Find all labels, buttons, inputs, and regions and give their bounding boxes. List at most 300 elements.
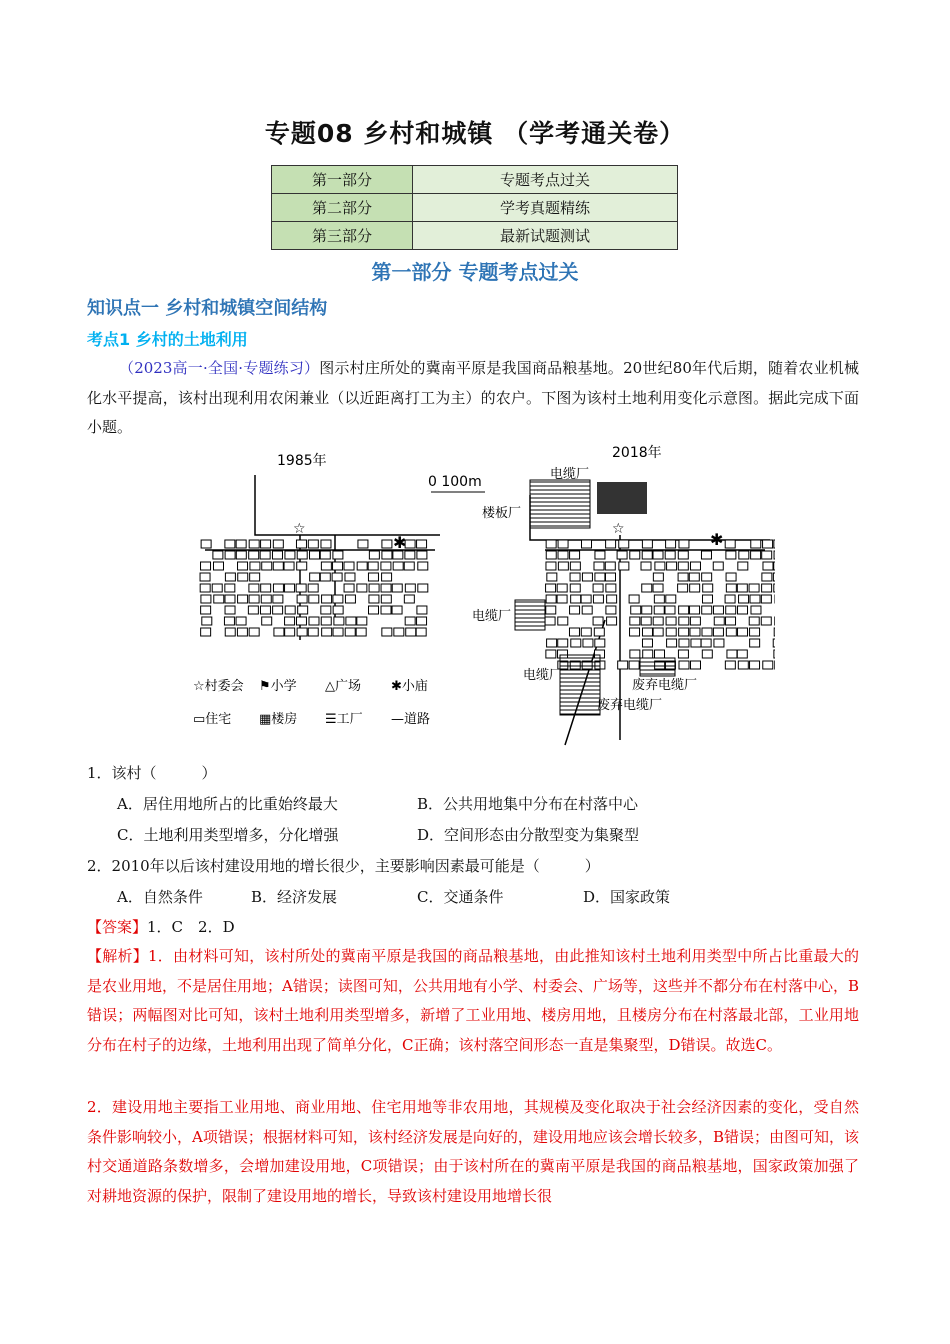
house [309, 617, 319, 625]
house [750, 595, 760, 603]
house [714, 639, 724, 647]
house [381, 584, 391, 592]
house [261, 584, 271, 592]
house [642, 540, 652, 548]
house [393, 551, 403, 559]
year-1985-label: 1985年 [277, 453, 327, 469]
house [321, 562, 331, 570]
house [332, 573, 342, 581]
house [236, 540, 246, 548]
house [382, 573, 392, 581]
house [690, 606, 700, 614]
house [595, 551, 605, 559]
house [751, 540, 761, 548]
house [570, 584, 580, 592]
house [369, 551, 379, 559]
house [595, 639, 605, 647]
house [774, 650, 775, 658]
house [678, 573, 688, 581]
house [272, 551, 282, 559]
question-stem: 2．2010年以后该村建设用地的增长很少，主要影响因素最可能是（ ） [87, 857, 600, 875]
house [570, 606, 580, 614]
house [641, 617, 651, 625]
house [558, 562, 568, 570]
knowledge-point-heading: 知识点一 乡村和城镇空间结构 [87, 298, 328, 319]
house [761, 595, 771, 603]
house [630, 628, 640, 636]
house [571, 639, 581, 647]
temple-icon: ✱ [393, 533, 407, 552]
house [369, 606, 379, 614]
legend-item: ☰工厂 [325, 712, 363, 727]
house [630, 650, 640, 658]
house [382, 540, 392, 548]
legend-item: △广场 [325, 679, 361, 694]
house [547, 573, 557, 581]
house [344, 584, 354, 592]
house [405, 540, 415, 548]
house [546, 595, 556, 603]
house [725, 661, 735, 669]
house [690, 617, 700, 625]
house [642, 639, 652, 647]
legend-item: ▭住宅 [193, 712, 232, 727]
house [546, 540, 556, 548]
house [309, 595, 319, 603]
house [310, 573, 320, 581]
house [404, 562, 414, 570]
house [774, 584, 775, 592]
house [738, 562, 748, 570]
house [369, 595, 379, 603]
house [345, 573, 355, 581]
house [570, 562, 580, 570]
option-c: C．交通条件 [417, 888, 504, 906]
house [702, 628, 712, 636]
house [201, 540, 211, 548]
toc-part: 第一部分 [272, 166, 413, 194]
house [394, 628, 404, 636]
house [392, 584, 402, 592]
house [619, 562, 629, 570]
house [333, 562, 343, 570]
house [690, 661, 700, 669]
house [297, 595, 307, 603]
house [655, 650, 665, 658]
apartment-block [597, 482, 647, 514]
house [774, 540, 775, 548]
house [606, 584, 616, 592]
house [606, 573, 616, 581]
house [320, 573, 330, 581]
cable-factory-label: 电缆厂 [523, 668, 563, 683]
house [344, 562, 354, 570]
house [202, 617, 212, 625]
house [690, 562, 700, 570]
exam-point-heading: 考点1 乡村的土地利用 [87, 330, 248, 349]
house [569, 628, 579, 636]
house [726, 551, 736, 559]
house [727, 650, 737, 658]
house [260, 551, 270, 559]
toc-desc: 学考真题精练 [413, 194, 678, 222]
house [250, 573, 260, 581]
legend-item: ▦楼房 [259, 712, 298, 727]
house [417, 540, 427, 548]
house [406, 628, 416, 636]
house [643, 650, 653, 658]
house [345, 628, 355, 636]
house [739, 595, 749, 603]
house [738, 606, 748, 614]
house [417, 606, 427, 614]
intro-text: 图示村庄所处的冀南平原是我国商品粮基地。20世纪80年代后期，随着农业机械化水平提高，该村出现利用农闲兼业（以近距离打工为主）的农户。下图为该村土地利用变化示意图。据此完成下面小题。 [87, 359, 859, 436]
house [666, 617, 676, 625]
legend-item: ⚑小学 [259, 679, 297, 694]
house [653, 628, 663, 636]
house [558, 617, 568, 625]
analysis-text: 1．由材料可知，该村所处的冀南平原是我国的商品粮基地，由此推知该村土地利用类型中所占比重最大的是农业用地，不是居住用地；A错误；读图可知，公共用地有小学、村委会、广场等，这些并不都分布在村落中心，B错误；两幅图对比可知，该村土地利用类型增多，新增了工业用地、楼房用地，且楼房分布在村落最北部，工业用地分布在村子的边缘，土地利用出现了简单分化，C正确；该村落空间形态一直是集聚型，D错误。故选C。 [87, 947, 859, 1054]
house [679, 606, 689, 614]
factory [530, 480, 590, 528]
house [296, 540, 306, 548]
house [583, 639, 593, 647]
house [334, 617, 344, 625]
house [725, 540, 735, 548]
house [381, 562, 391, 570]
house [749, 617, 759, 625]
house [749, 584, 759, 592]
house [750, 639, 760, 647]
house [308, 584, 318, 592]
house [726, 606, 736, 614]
toc-table [271, 165, 678, 250]
house [393, 562, 403, 570]
house [737, 584, 747, 592]
house [667, 639, 677, 647]
house [773, 639, 775, 647]
legend-item: —道路 [391, 712, 431, 727]
house [225, 606, 235, 614]
house [653, 551, 663, 559]
house [201, 595, 211, 603]
house [701, 551, 711, 559]
land-use-map [185, 440, 775, 750]
house [666, 540, 676, 548]
map-1985 [200, 475, 440, 640]
house [333, 551, 343, 559]
house [762, 584, 772, 592]
house [381, 595, 391, 603]
answer-label: 【答案】 [87, 918, 148, 936]
house [225, 573, 235, 581]
house [737, 650, 747, 658]
house [570, 551, 580, 559]
cable-factory-label: 电缆厂 [550, 467, 590, 482]
house [201, 606, 211, 614]
house [358, 540, 368, 548]
house [666, 595, 676, 603]
house [321, 606, 331, 614]
toc-row [272, 222, 678, 250]
house [369, 584, 379, 592]
house [214, 595, 224, 603]
house [321, 540, 331, 548]
house [654, 595, 664, 603]
house [751, 551, 761, 559]
house [225, 595, 235, 603]
house [297, 628, 307, 636]
analysis-2: 2．建设用地主要指工业用地、商业用地、住宅用地等非农用地，其规模及变化取决于社会经济因素的变化，受自然条件影响较小，A项错误；根据材料可知，该村经济发展是向好的，建设用地应该会增长较多，B错误；由图可知，该村交通道路条数增多，会增加建设用地，C项错误；由于该村所在的冀南平原是我国的商品粮基地，国家政策加强了对耕地资源的保护，限制了建设用地的增长，导致该村建设用地增长很 [87, 1098, 859, 1205]
house [212, 584, 222, 592]
intro-paragraph [87, 354, 859, 443]
house [320, 551, 330, 559]
village-committee-icon: ☆ [612, 521, 625, 537]
option-d: D．国家政策 [583, 888, 671, 906]
house [726, 573, 736, 581]
answer [87, 916, 235, 937]
house [751, 606, 761, 614]
house [296, 584, 306, 592]
house [631, 606, 641, 614]
toc-row [272, 194, 678, 222]
house [607, 617, 617, 625]
house [762, 551, 772, 559]
factory [515, 600, 545, 630]
house [665, 551, 675, 559]
house [605, 562, 615, 570]
house [225, 584, 235, 592]
house [606, 606, 616, 614]
house [558, 540, 568, 548]
house [678, 584, 688, 592]
house [702, 573, 712, 581]
house [593, 584, 603, 592]
answer-text: 1．C 2．D [147, 918, 235, 936]
house [273, 540, 283, 548]
factory [640, 658, 675, 676]
house [571, 595, 581, 603]
house [285, 617, 295, 625]
house [642, 551, 652, 559]
house [666, 628, 676, 636]
house [238, 562, 248, 570]
house [357, 584, 367, 592]
house [691, 639, 701, 647]
legend-item: ☆村委会 [193, 679, 244, 694]
house [653, 617, 663, 625]
house [285, 551, 295, 559]
abandoned-factory-label: 废弃电缆厂 [597, 698, 663, 713]
house [738, 661, 748, 669]
house [392, 606, 402, 614]
map-legend [193, 678, 430, 727]
house [726, 628, 736, 636]
house [249, 584, 259, 592]
house [763, 562, 773, 570]
house [273, 595, 283, 603]
house [630, 551, 640, 559]
house [225, 628, 235, 636]
house [261, 540, 271, 548]
village-committee-icon: ☆ [293, 521, 306, 537]
house [418, 584, 428, 592]
house [726, 584, 736, 592]
house [761, 617, 771, 625]
house [333, 606, 343, 614]
question-stem: 1．该村（ ） [87, 764, 217, 782]
house [642, 606, 652, 614]
house [308, 628, 318, 636]
house [679, 639, 689, 647]
house [249, 540, 259, 548]
house [297, 551, 307, 559]
house [679, 540, 689, 548]
option-d: D．空间形态由分散型变为集聚型 [417, 826, 640, 844]
house [689, 573, 699, 581]
house [357, 562, 367, 570]
house [581, 628, 591, 636]
house [213, 551, 223, 559]
house [667, 562, 677, 570]
house [630, 617, 640, 625]
house [774, 551, 775, 559]
house [774, 562, 775, 570]
house [249, 628, 259, 636]
temple-icon: ✱ [710, 530, 724, 549]
house [225, 540, 235, 548]
house [606, 540, 616, 548]
house [558, 551, 568, 559]
house [582, 606, 592, 614]
analysis-1 [87, 942, 859, 1060]
house [546, 584, 556, 592]
house [546, 650, 556, 658]
house [200, 573, 210, 581]
house [236, 617, 246, 625]
house [642, 628, 652, 636]
house [248, 606, 258, 614]
cable-factory-label: 电缆厂 [472, 609, 512, 624]
house [679, 661, 689, 669]
analysis-label: 【解析】 [87, 947, 148, 965]
house [678, 650, 688, 658]
house [762, 573, 772, 581]
house [629, 595, 639, 603]
house [773, 573, 775, 581]
house [273, 606, 283, 614]
house [333, 595, 343, 603]
question-source: （2023高一·全国·专题练习） [119, 359, 320, 377]
house [690, 584, 700, 592]
house [260, 606, 270, 614]
house [417, 617, 427, 625]
house [249, 551, 259, 559]
house [750, 628, 760, 636]
house [224, 617, 234, 625]
house [641, 562, 651, 570]
year-2018-label: 2018年 [612, 445, 662, 461]
option-b: B．经济发展 [251, 888, 338, 906]
house [702, 650, 712, 658]
house [679, 628, 689, 636]
house [739, 551, 749, 559]
house [405, 584, 415, 592]
house [322, 628, 332, 636]
house [547, 639, 557, 647]
house [774, 628, 775, 636]
house [238, 573, 248, 581]
house [546, 562, 556, 570]
house [201, 628, 211, 636]
house [750, 661, 760, 669]
house [296, 617, 306, 625]
house [201, 562, 211, 570]
house [416, 628, 426, 636]
house [236, 551, 246, 559]
factory [560, 655, 600, 715]
house [321, 617, 331, 625]
abandoned-factory-label: 废弃电缆厂 [632, 678, 698, 693]
house [653, 584, 663, 592]
toc-desc: 最新试题测试 [413, 222, 678, 250]
house [679, 617, 689, 625]
option-c: C．土地利用类型增多，分化增强 [117, 826, 339, 844]
house [345, 595, 355, 603]
house [381, 606, 391, 614]
house [297, 562, 307, 570]
house [273, 584, 283, 592]
house [726, 617, 736, 625]
option-b: B．公共用地集中分布在村落中心 [417, 795, 639, 813]
house [642, 584, 652, 592]
house [655, 562, 665, 570]
house [284, 562, 294, 570]
house [285, 606, 295, 614]
house [298, 606, 308, 614]
house [713, 606, 723, 614]
page-title: 专题08 乡村和城镇 （学考通关卷） [264, 119, 686, 148]
house [582, 573, 592, 581]
house [654, 606, 664, 614]
house [238, 595, 248, 603]
house [558, 639, 568, 647]
house [703, 595, 713, 603]
house [653, 573, 663, 581]
house [546, 606, 556, 614]
house [713, 562, 723, 570]
house [570, 573, 580, 581]
house [285, 584, 295, 592]
house [690, 628, 700, 636]
house [368, 573, 378, 581]
house [249, 595, 259, 603]
house [405, 551, 415, 559]
house [629, 661, 639, 669]
house [703, 584, 713, 592]
house [225, 551, 235, 559]
house [382, 551, 392, 559]
house [702, 606, 712, 614]
house [368, 562, 378, 570]
house [274, 628, 284, 636]
house [261, 595, 271, 603]
house [557, 595, 567, 603]
house [262, 617, 272, 625]
toc-desc: 专题考点过关 [413, 166, 678, 194]
house [607, 595, 617, 603]
house [713, 628, 723, 636]
